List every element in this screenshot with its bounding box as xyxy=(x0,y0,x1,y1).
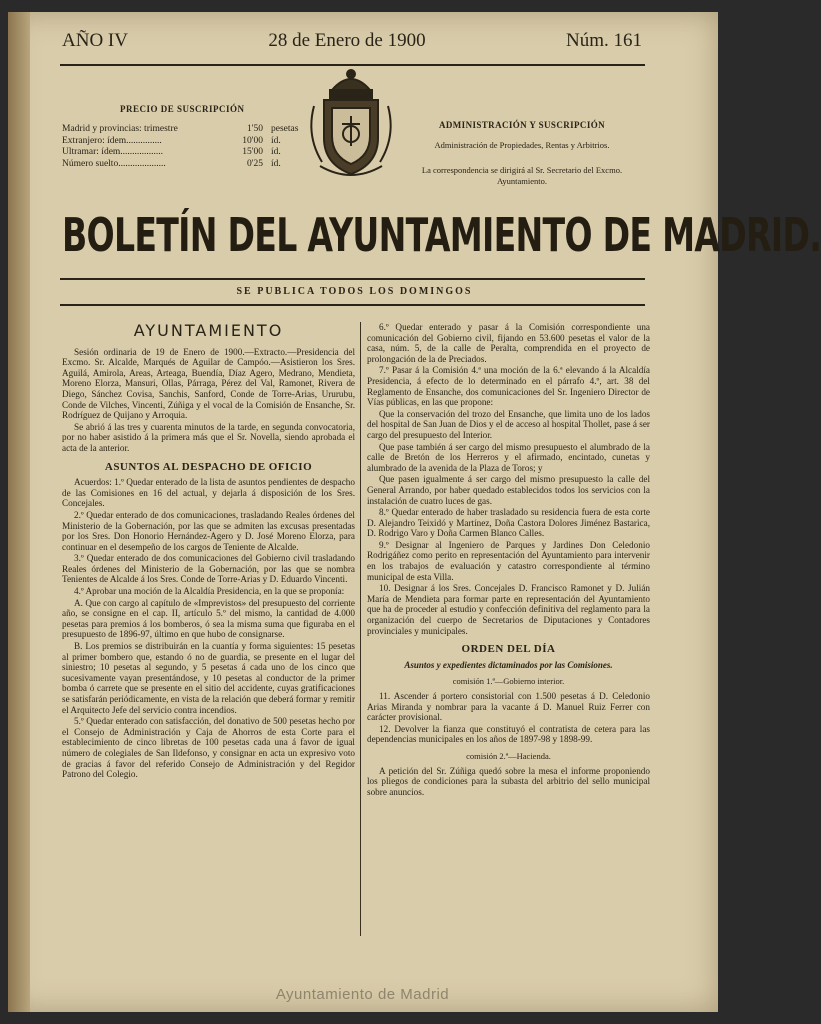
agreement-paragraph: 9.º Designar al Ingeniero de Parques y Jardines Don Celedonio Rodrigáñez como perito en representación del Ayuntamiento para intervenir en los trabajos de evaluación y catastro correspondiente al término municipal de esta Villa. xyxy=(367,539,650,582)
agenda-item: A petición del Sr. Zúñiga quedó sobre la mesa el informe proponiendo los pliegos de condiciones para la subasta del arbitrio del sello municipal sobre anuncios. xyxy=(367,765,650,797)
agenda-item: 12. Devolver la fianza que constituyó el contratista de cetera para las dependencias municipales en los años de 1897-98 y 1898-99. xyxy=(367,723,650,745)
price-unit: íd. xyxy=(271,158,281,169)
title-rule-top xyxy=(60,278,645,280)
price-row xyxy=(62,136,298,148)
subscription-heading: PRECIO DE SUSCRIPCIÓN xyxy=(120,104,245,114)
price-row xyxy=(62,159,298,171)
price-value: 0'25 xyxy=(247,158,263,169)
publication-note: SE PUBLICA TODOS LOS DOMINGOS xyxy=(236,286,473,297)
price-value: 1'50 xyxy=(247,124,263,134)
subscription-prices xyxy=(62,124,298,170)
commission-1-items xyxy=(367,691,650,745)
issue-year: AÑO IV xyxy=(62,30,128,51)
agreement-paragraph: Que la conservación del trozo del Ensanche, que limita uno de los lados del hospital de San Juan de Dios y el de acceso al hospital Thollet, pase á ser cargo del presupuesto del Interior. xyxy=(367,408,650,440)
price-label: Número suelto.................... xyxy=(62,158,166,169)
administration-block xyxy=(412,120,632,187)
agreements-list xyxy=(62,477,355,780)
session-opening: Se abrió á las tres y cuarenta minutos de la tarde, en segunda convocatoria, por no haber asistido á la primera más que el Sr. Novella, siendo aprobada el acta de la anterior. xyxy=(62,421,355,453)
price-value: 15'00 xyxy=(242,147,263,157)
section-heading-ayuntamiento: AYUNTAMIENTO xyxy=(133,321,284,340)
agreement-paragraph: 6.º Quedar enterado y pasar á la Comisión correspondiente una comunicación del Gobierno civil, fijando en 53.600 pesetas el valor de la casa, núm. 5, de la calle de Peralta, comprendida en el proyecto de prolongación de la de Preciados. xyxy=(367,322,650,364)
price-label: Ultramar: ídem.................. xyxy=(62,147,164,157)
issue-date: 28 de Enero de 1900 xyxy=(268,30,426,51)
newspaper-title: BOLETÍN DEL AYUNTAMIENTO DE MADRID. xyxy=(62,208,821,262)
agreement-paragraph: B. Los premios se distribuirán en la cuantía y forma siguientes: 15 pesetas al primer bombero que, estando ó no de guardia, se presente en el lugar del siniestro; 10 pesetas al segundo, y 5 pesetas á cada uno de los cinco que sucesivamente vayan presentándose, y 10 pesetas al conductor de la primer bomba ó carrete que se presente en el sitio del accidente, cuyas gratificaciones se satisfarán periódicamente, en vista de la relación que deberá formar y remitir el Arquitecto Jefe del servicio contra incendios. xyxy=(62,641,355,715)
price-label: Madrid y provincias: trimestre xyxy=(62,124,178,134)
column-right xyxy=(367,322,650,798)
agreement-paragraph: 5.º Quedar enterado con satisfacción, del donativo de 500 pesetas hecho por el Consejo de Administración y Caja de Ahorros de esta Corte para el establecimiento de cinco libretas de 100 pesetas cada una á favor de igual número de colegiales de San Ildefonso, y consignar en acta un expresivo voto de gracias á favor del referido Consejo de Administración y del Regidor Patrono del Colegio. xyxy=(62,716,355,780)
session-intro: Sesión ordinaria de 19 de Enero de 1900.—Extracto.—Presidencia del Excmo. Sr. Alcalde, Marqués de Aguilar de Campóo.—Asistieron los Sres. Aguilá, Amirola, Areas, Arteaga, Buendía, Díaz Agero, Medrano, Mendieta, Moreno Elorza, Mansuri, Ollas, Párraga, Pérez del Val, Ramonet, Rivera de Diego, Sánchez Covisa, Sanchis, Sanford, Conde de Torre-Arias, Ururubu, Conde de Vilches, Vincenti, Zúñiga y el vocal de la Comisión de Ensanche, Sr. Rodríguez de Quijano y Arroquia. xyxy=(62,346,355,421)
price-unit: pesetas xyxy=(271,124,299,134)
agreement-paragraph: 3.º Quedar enterado de dos comunicaciones del Gobierno civil trasladando Reales órdenes del Ministerio de la Gobernación, por las que se nombra Tenientes de Alcalde á los Sres. Conde de Torre-Arias y D. Eduardo Vincenti. xyxy=(62,553,355,585)
administration-heading: ADMINISTRACIÓN Y SUSCRIPCIÓN xyxy=(438,120,606,130)
section-heading-asuntos: ASUNTOS AL DESPACHO DE OFICIO xyxy=(104,460,313,473)
archive-watermark: Ayuntamiento de Madrid xyxy=(275,986,450,1003)
agreement-paragraph: A. Que con cargo al capítulo de «Imprevistos» del presupuesto del corriente año, se consigne en el cap. II, artículo 5.º del mismo, la cantidad de 4.000 pesetas para premios á los bomberos, ó sea la misma suma que figuraba en el presupuesto de 1896-97, último en que hubo de consignarse. xyxy=(62,597,355,640)
agreements-list-continued xyxy=(367,322,650,636)
commission-2-items xyxy=(367,766,650,798)
price-row xyxy=(62,147,298,159)
price-row xyxy=(62,124,298,136)
column-left xyxy=(62,322,355,781)
agreement-paragraph: 4.º Aprobar una moción de la Alcaldía Presidencia, en la que se proponía: xyxy=(74,586,345,597)
price-value: 10'00 xyxy=(242,135,263,146)
agreement-paragraph: 2.º Quedar enterado de dos comunicaciones, trasladando Reales órdenes del Ministerio de la Gobernación, por las que se admiten las excusas presentadas por los Sres. Don Honorio Hernández-Agero y D. José Moreno Elorza, para continuar en el desempeño de los cargos de Teniente de Alcalde. xyxy=(62,509,355,552)
agreement-paragraph: 8.º Quedar enterado de haber trasladado su residencia fuera de esta corte D. Alejandro Teixidó y Martínez, Doña Castora Dolores Jiménez Bastarica, D. Rodrigo Varo y Doña Carmen Blanco Calles. xyxy=(367,507,650,539)
issue-number: Núm. 161 xyxy=(565,30,642,51)
correspondence-line: La correspondencia se dirigirá al Sr. Secretario del Excmo. Ayuntamiento. xyxy=(421,165,623,186)
administration-line: Administración de Propiedades, Rentas y Arbitrios. xyxy=(434,140,610,150)
masthead xyxy=(62,30,642,52)
agenda-item: 11. Ascender á portero consistorial con 1.500 pesetas á D. Celedonio Arias Miranda y nombrar para la vacante á D. Manuel Ruiz Ferrer con carácter provisional. xyxy=(367,691,650,723)
page-spine xyxy=(8,12,30,1012)
price-unit: íd. xyxy=(271,147,281,157)
commission-2-heading: comisión 2.ª—Hacienda. xyxy=(466,750,551,761)
agreement-paragraph: Que pasen igualmente á ser cargo del mismo presupuesto la calle del General Arrando, por haber quedado establecidos todos los servicios con la instalación de cuatro luces de gas. xyxy=(367,474,650,506)
agreement-paragraph: Acuerdos: 1.º Quedar enterado de la lista de asuntos pendientes de despacho de las Comisiones en 16 del actual, y dejarla á disposición de los Sres. Concejales. xyxy=(62,477,355,509)
agreement-paragraph: Que pase también á ser cargo del mismo presupuesto el alumbrado de la calle de Bretón de los Herreros y el afirmado, encintado, cunetas y alumbrado de la avenida de la Plaza de Toros; y xyxy=(367,441,650,473)
orden-del-dia-subheading: Asuntos y expedientes dictaminados por las Comisiones. xyxy=(404,659,613,670)
agreement-paragraph: 7.º Pasar á la Comisión 4.ª una moción de la 6.ª elevando á la Alcaldía Presidencia, á efecto de lo determinado en el párrafo 4.º, art. 38 del Reglamento de Ensanche, dos comunicaciones del Sr. Ingeniero Director de Vías públicas, en las que propone: xyxy=(367,365,650,408)
column-separator xyxy=(360,322,361,936)
commission-1-heading: comisión 1.ª—Gobierno interior. xyxy=(452,676,565,687)
orden-del-dia-heading: ORDEN DEL DÍA xyxy=(461,643,556,656)
madrid-coat-of-arms-icon xyxy=(302,66,400,182)
price-label: Extranjero: ídem............... xyxy=(62,135,162,146)
price-unit: íd. xyxy=(271,135,281,146)
agreement-paragraph: 10. Designar á los Sres. Concejales D. Francisco Ramonet y D. Julián María de Mendieta para formar parte en representación del Ayuntamiento que ha de proceder al estudio y confección definitiva del reglamento para la organización del cuerpo de Secretarios de Diputaciones y Contadores provinciales y municipales. xyxy=(367,583,650,636)
title-rule-bottom xyxy=(60,304,645,306)
